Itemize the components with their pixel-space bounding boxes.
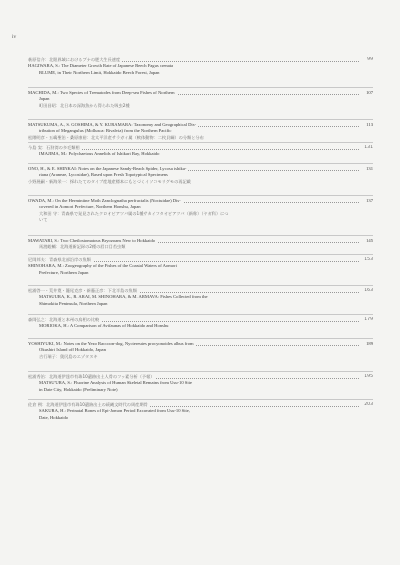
entry-title-english	[28, 301, 373, 307]
entry-page-number: 153	[364, 257, 373, 262]
entry-text: Shimokita Peninsula, Northern Japan	[39, 300, 108, 306]
entry-text: riana (Araneae, Lycosidae), Based upon Fresh Topotypical Specimens	[39, 172, 168, 178]
entry-page-number: 137	[366, 198, 373, 203]
entry-title-japanese	[28, 217, 373, 223]
entry-title-english	[28, 415, 373, 421]
entry-page-number: 113	[366, 122, 373, 127]
entry-page-number: 189	[366, 341, 373, 346]
toc-entry	[28, 341, 373, 360]
entry-text: 馬渡峻輔：北海道新記録の2種の唇口目苔虫類	[39, 244, 126, 250]
page-number: iv	[12, 34, 17, 40]
entry-text: 小野展嗣・新海栄一：採れたてのタイプ産地産標本にもとづくイソコモリグモの再記載	[28, 178, 191, 184]
entry-text: 尼岡邦夫：青森県北部沿岸の魚類	[28, 257, 91, 262]
toc-entry	[28, 166, 373, 185]
entry-divider	[28, 163, 373, 164]
entry-divider	[28, 285, 373, 286]
entry-text: MACHIDA, M.: Two Species of Trematodes from Deep-sea Fishes of Northern	[28, 90, 175, 95]
entry-text: 今島 実：石狩湾の多毛類相	[28, 145, 80, 150]
entry-text: 吉行瑞子：奥尻島のエゾタヌキ	[39, 353, 98, 359]
entry-text: Date, Hokkaido	[39, 414, 69, 420]
entry-divider	[28, 254, 373, 255]
toc-entry	[28, 90, 373, 109]
entry-text: 町田昌昭：北日本の深海魚から得られた吸虫2種	[39, 102, 130, 108]
entry-text: MAWATARI, S.: Two Cheilostomatous Bryozoans New to Hokkaido	[28, 238, 156, 243]
toc-entry	[28, 257, 373, 276]
entry-page-number: 99	[367, 57, 373, 62]
entry-page-number: 131	[364, 145, 373, 150]
toc-entry	[28, 374, 373, 393]
entry-text: BLUME, in Their Northern Limit, Hokkaido Beech Forest, Japan	[39, 69, 160, 75]
entry-title-japanese	[28, 244, 373, 250]
entry-text: MATSUKUMA, A., S. GOSHIMA, & Y. KURAMARA: Taxonomy and Geographical Dis-	[28, 122, 197, 127]
toc-entry	[28, 317, 373, 330]
entry-divider	[28, 87, 373, 88]
entry-title-english	[28, 387, 373, 393]
entry-title-english	[28, 70, 373, 76]
entry-text: HAGIWARA, S.: The Diameter Growth Rate of Japanese Beech Fagus crenata	[28, 63, 174, 69]
entry-divider	[28, 119, 373, 120]
entry-text: 森岡弘之：北海道と本州の鳥相の比較	[28, 317, 100, 322]
entry-text: SHINOHARA, M.: Zoogeography of the Fishes of the Coastal Waters of Aomori	[28, 263, 177, 269]
entry-divider	[28, 195, 373, 196]
entry-text: MATSU'URA, S.: Fluorine Analysis of Human Skeletal Remains from Usu-10 Site	[39, 380, 192, 386]
toc-entry	[28, 238, 373, 251]
entry-divider	[28, 399, 373, 400]
entry-text: 佐倉 朔：北海道伊達市有珠10遺跡出土の続縄文時代の周産期骨	[28, 402, 148, 407]
entry-text: 松浦秀治：北海道伊達市有珠10遺跡出土人骨のフッ素分析（予報）	[28, 374, 155, 379]
entry-page-number: 179	[364, 317, 373, 322]
toc-entry	[28, 57, 373, 76]
entry-text: 大和田 守：青森県で発見されたクロオビアツバ属の1種サカイフタオビアツバ（新称）（ヤガ科）につ	[39, 210, 229, 216]
entry-text: covered in Aomori Prefecture, Northern Honshu, Japan	[39, 204, 141, 210]
entry-text: Prefecture, Northern Japan	[39, 269, 89, 275]
entry-title-japanese	[28, 354, 373, 360]
entry-text: MORIOKA, H.: A Comparison of Avifaunas of Hokkaido and Honshu	[39, 323, 169, 329]
entry-divider	[28, 338, 373, 339]
entry-title-japanese	[28, 135, 373, 141]
entry-divider	[28, 142, 373, 143]
entry-title-english	[28, 323, 373, 329]
entry-text: OWADA, M.: On the Herminiine Moth Zanclognatha perfractalis (Noctuidae) Dis-	[28, 198, 181, 203]
entry-title-japanese	[28, 103, 373, 109]
entry-text: in Date City, Hokkaido (Preliminary Note)	[39, 386, 118, 392]
entry-text: 松隈明彦・五嶋聖治・桑原康裕：北太平洋産サラガイ属（軟体動物：二枚貝綱）の分類と分布	[28, 134, 204, 140]
entry-text: Okushiri Island off Hokkaido, Japan	[39, 347, 106, 353]
entry-text: IMAJIMA, M.: Polychaetous Annelids of Ishikari Bay, Hokkaido	[39, 151, 160, 157]
entry-divider	[28, 314, 373, 315]
entry-text: tribution of Megangulus (Mollusca: Bivalvia) from the Northern Pacific	[39, 128, 172, 134]
toc-entry	[28, 122, 373, 141]
entry-page-number: 145	[366, 238, 373, 243]
entry-page-number: 107	[366, 90, 373, 95]
entry-text: Japan	[39, 96, 50, 102]
entry-text: ONO, H., & E. SHINKAI: Notes on the Japanese Sandy-Beach Spider, Lycosa ishika-	[28, 166, 187, 171]
entry-divider	[28, 371, 373, 372]
entry-title-english	[28, 270, 373, 276]
entry-page-number: 203	[364, 402, 373, 407]
entry-title-english	[28, 151, 373, 157]
entry-text: SAKURA, H.: Perinatal Bones of Epi-Jomon Period Excavated from Usu-10 Site,	[39, 408, 190, 414]
entry-text: 松浦啓一・荒井寛・籠尾克彦・新藤正彦：下北半島の魚類	[28, 288, 137, 293]
entry-text: MATSUURA, K., R. ARAI, M. SHINOHARA, & M. ARMAVA: Fishes Collected from the	[39, 294, 208, 300]
toc-entry	[28, 402, 373, 421]
entry-text: YOSHIYUKI, M.: Notes on the Yezo Raccoon-dog, Nyctereutes procyonoides albus from	[28, 341, 194, 346]
entry-text: いて	[39, 217, 48, 223]
toc-entry	[28, 145, 373, 158]
entry-page-number: 131	[366, 166, 373, 171]
entry-divider	[28, 235, 373, 236]
toc-entry	[28, 288, 373, 307]
entry-page-number: 163	[364, 288, 373, 293]
entry-text: 萩原信介：北限界域におけるブナの肥大生長速度	[28, 57, 121, 62]
entry-title-japanese	[28, 179, 373, 185]
entry-page-number: 195	[364, 374, 373, 379]
toc-entry	[28, 198, 373, 224]
